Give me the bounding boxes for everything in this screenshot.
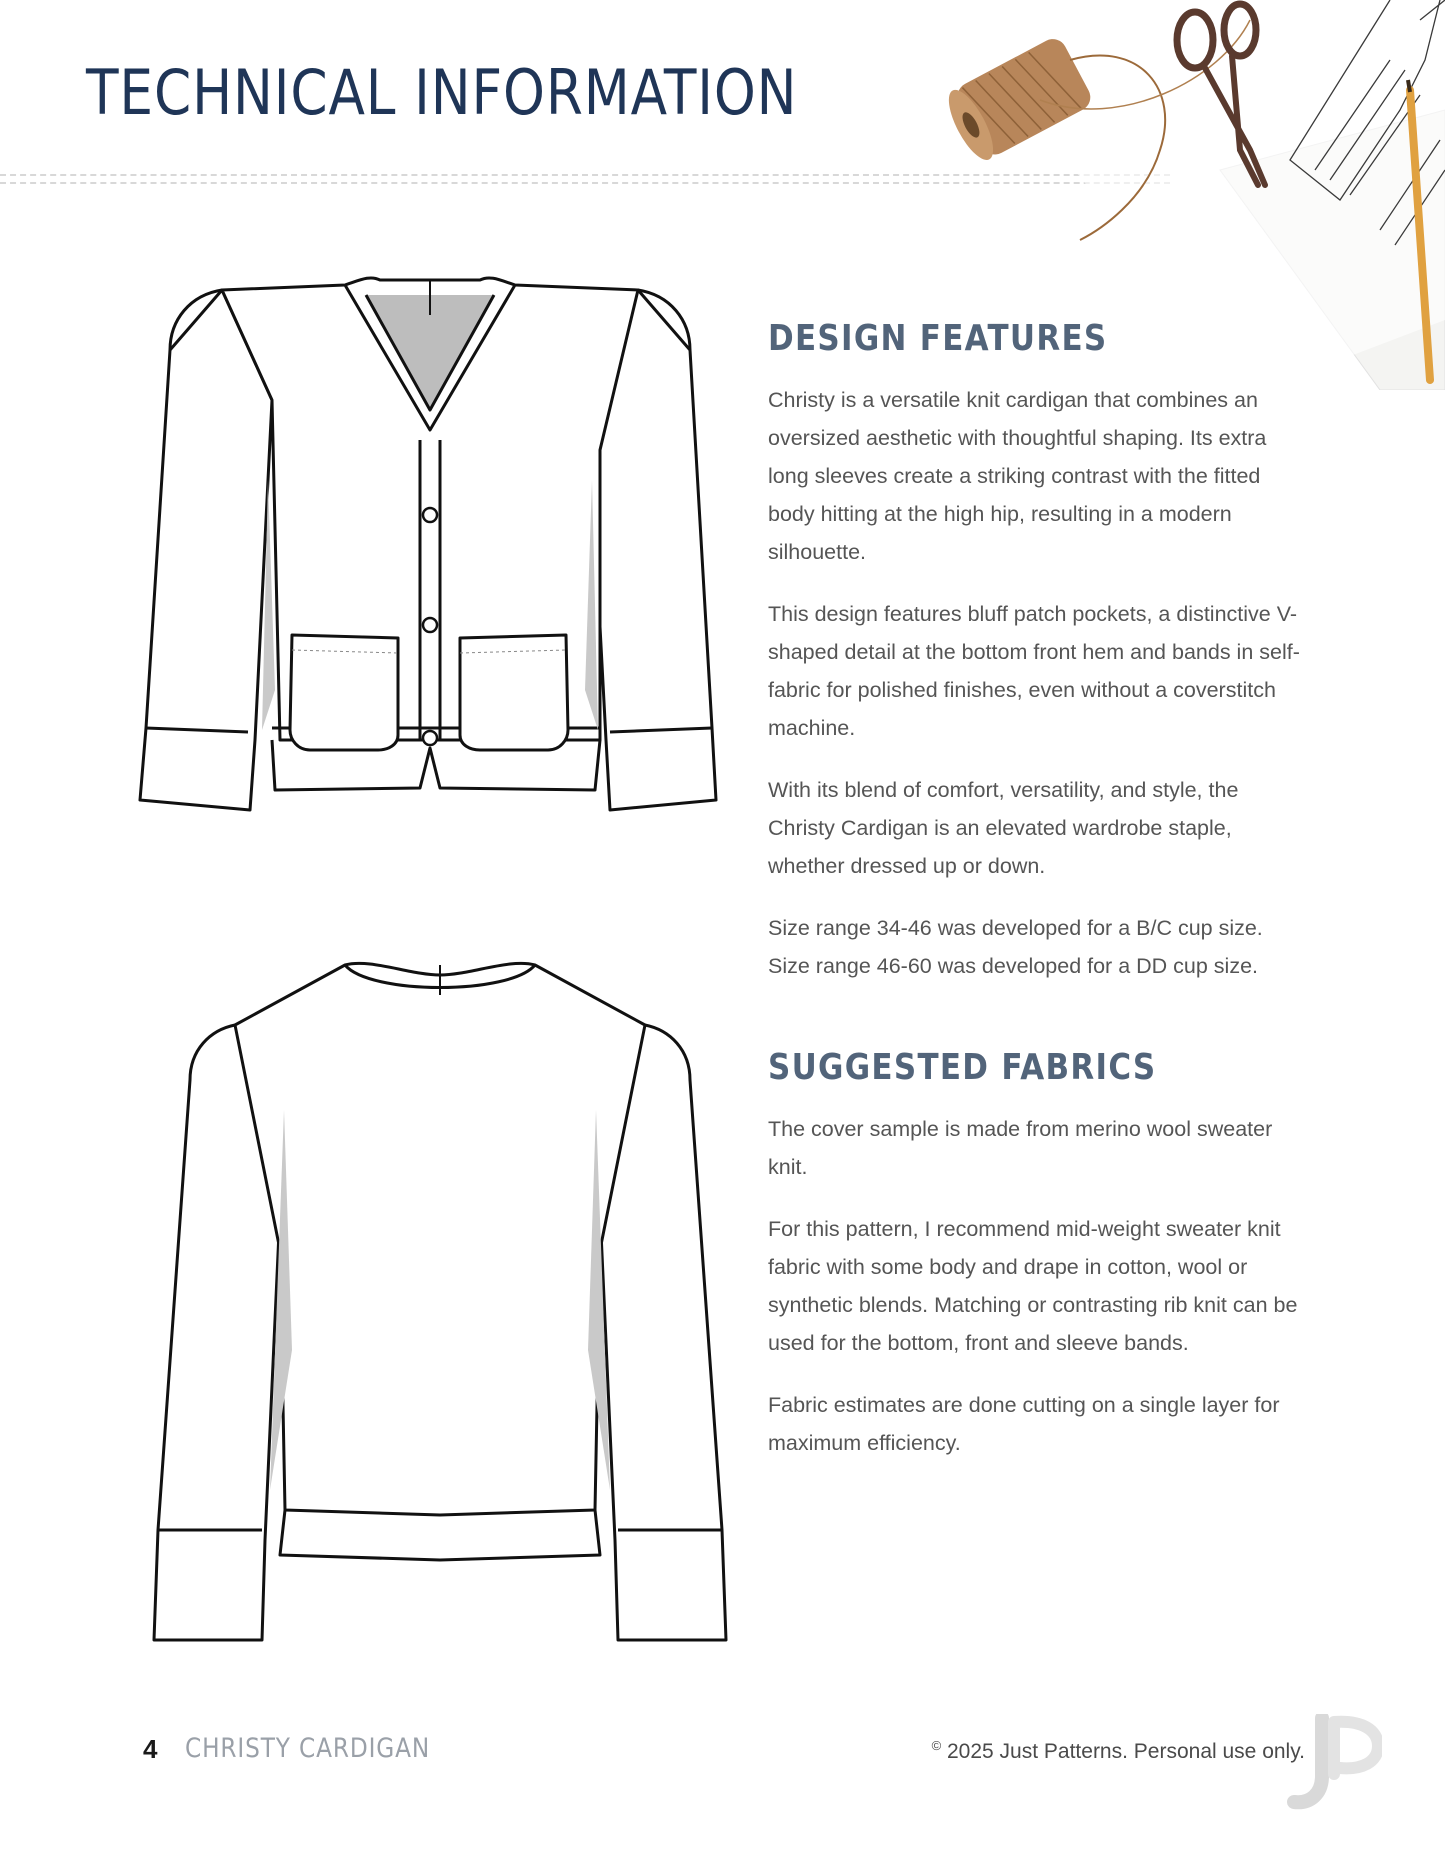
suggested-fabrics-paragraph: Fabric estimates are done cutting on a single layer for maximum efficiency.: [768, 1393, 1280, 1455]
text-column: [768, 318, 1308, 1486]
design-features-paragraph: With its blend of comfort, versatility, and style, the Christy Cardigan is an elevated wardrobe staple, whether dressed up or down.: [768, 778, 1239, 878]
design-features-paragraph: Christy is a versatile knit cardigan that combines an oversized aesthetic with thoughtful shaping. Its extra long sleeves create a striking contrast with the fitted body hitting at the high hip, resulting in a modern silhouette.: [768, 388, 1267, 564]
page-title: TECHNICAL INFORMATION: [86, 56, 798, 129]
suggested-fabrics-heading: SUGGESTED FABRICS: [768, 1047, 1157, 1088]
front-view-flat-sketch: [130, 270, 730, 970]
footer-pattern-name: CHRISTY CARDIGAN: [185, 1733, 431, 1764]
design-features-paragraph: This design features bluff patch pockets, a distinctive V-shaped detail at the bottom front hem and bands in self-fabric for polished finishes, even without a coverstitch machine.: [768, 602, 1300, 740]
suggested-fabrics-paragraph: The cover sample is made from merino wool sweater knit.: [768, 1117, 1273, 1179]
copyright-text: 2025 Just Patterns. Personal use only.: [941, 1740, 1305, 1763]
just-patterns-logo: [1282, 1714, 1382, 1810]
design-features-paragraph: Size range 34-46 was developed for a B/C cup size. Size range 46-60 was developed for a DD cup size.: [768, 916, 1263, 978]
copyright-notice: [932, 1738, 1305, 1764]
suggested-fabrics-paragraph: For this pattern, I recommend mid-weight sweater knit fabric with some body and drape in cotton, wool or synthetic blends. Matching or contrasting rib knit can be used for the bottom, front and sleeve bands.: [768, 1217, 1298, 1355]
copyright-symbol: ©: [931, 1738, 942, 1753]
back-view-flat-sketch: [140, 950, 740, 1660]
page-number: 4: [143, 1734, 158, 1764]
design-features-heading: DESIGN FEATURES: [768, 318, 1108, 359]
